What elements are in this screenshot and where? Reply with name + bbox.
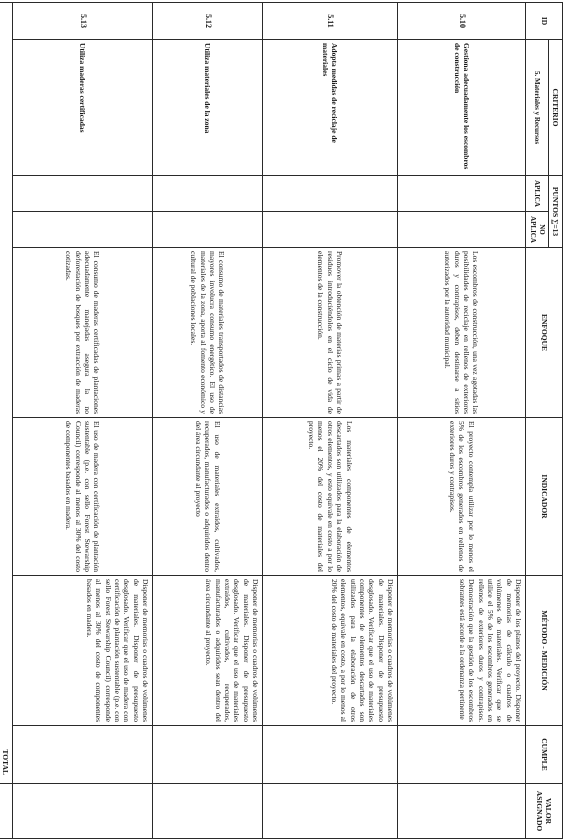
section-title: 5. Materiales y Recursos [526,40,549,176]
row-metodo: Disponer de memorias o cuadros de volúmenes de materiales. Disponer de presupuesto desglosado. Verificar que el uso de materiales extraídos, cultivados, recuperados, manufacturados o adquiridos sean dentro del área circundante al proyecto. [153,576,263,726]
cell-valor [263,784,398,839]
row-id: 5.10 [398,3,526,40]
row-metodo: Disponer de memorias o cuadros de volúmenes de materiales. Disponer de presupuesto desglosado. Verificar que el uso de materiales componentes de elementos descartados son utilizados para la elaboración de otros elementos, equivale en costo, a por lo menos al 20% del costo de materiales del proyecto. [263,576,398,726]
cell-cumple [398,726,526,784]
row-indicador: Los materiales componentes de elementos descartados son utilizados para la elaboración de otros elementos, y esto equivale en costo a por lo menos el 20% del costo de materiales del proyecto. [263,418,398,576]
row-criterio: Adopta medidas de reciclaje de materiales [263,40,398,176]
cell-aplica [398,176,526,212]
row-indicador: El uso de madera con certificación de plantación sustentable (p.e. con sello Forest Stewarship Council) corresponde al menos al 30% del costo de componentes basados en madera. [13,418,153,576]
header-metodo: MÉTODO - MEDICIÓN [526,576,563,726]
cell-no-aplica [263,212,398,248]
row-indicador: El proyecto contempla utilizar por lo menos el 5% de los escombros generados en rellenos de exteriores duros y contrapisos. [398,418,526,576]
row-criterio: Utiliza materiales de la zona [153,40,263,176]
row-id: 5.13 [13,3,153,40]
row-id: 5.11 [263,3,398,40]
cell-cumple [263,726,398,784]
row-metodo: Disponer de los planos del proyecto. Disponer de memorias de cálculo o cuadros de volúmenes de materiales. Verificar que se utilice el 5% de los escombros generados en rellenos de exteriores duros y contrapisos. Demostración que la gestión de los escombros sobrantes está acorde a la ordenanza pertinente [398,576,526,726]
row-criterio: Gestiona adecuadamente los escombros de construcción [398,40,526,176]
header-puntos: PUNTOS ∑=13 [548,176,562,248]
cell-no-aplica [153,212,263,248]
cell-aplica [153,176,263,212]
table-row [263,3,398,839]
total-label: TOTAL [0,3,13,784]
row-criterio: Utiliza maderas certificadas [13,40,153,176]
row-enfoque: El consumo de materiales transportados de distancias mayores involucra consumo energético. El uso de materiales de la zona, aporta al fomento económico y cultural de poblaciones locales. [153,248,263,418]
header-row [548,3,562,839]
table-row [13,3,153,839]
table-row [398,3,526,839]
header-criterio: CRITERIO [548,40,562,176]
cell-no-aplica [13,212,153,248]
header-cumple: CUMPLE [526,726,563,784]
cell-valor [153,784,263,839]
cell-valor [13,784,153,839]
row-enfoque: El consumo de maderas certificadas de plantaciones adecuadamente manejadas asegura la no deforestación de bosques por extracción de maderas cotizadas. [13,248,153,418]
row-enfoque: Los escombros de construcción, una vez agotadas las posibilidades de reciclaje en rellenos de exteriores duros y contrapisos, deben destinarse a sitios autorizados por la autoridad municipal. [398,248,526,418]
row-indicador: El uso de materiales extraídos, cultivados, recuperados, manufacturados o adquiridos dentro del área circundante al proyecto [153,418,263,576]
cell-aplica [13,176,153,212]
header-enfoque: ENFOQUE [526,248,563,418]
header-valor: VALOR ASIGNADO [526,784,563,839]
cell-cumple [153,726,263,784]
cell-valor [398,784,526,839]
evaluation-table [0,2,563,839]
row-metodo: Disponer de memorias o cuadros de volúmenes de materiales. Disponer de presupuesto desglosado. Verificar que el uso de madera con certificación de plantación sustentable (p.e. con sello Forest Stewarship Council) corresponde al menos al 30% del costo de componentes basados en madera. [13,576,153,726]
total-value [0,784,13,839]
table-row [153,3,263,839]
cell-aplica [263,176,398,212]
header-id: ID [526,3,563,40]
header-indicador: INDICADOR [526,418,563,576]
total-row [0,3,13,839]
header-aplica: APLICA [526,176,549,212]
header-no-aplica: NO APLICA [526,212,549,248]
cell-cumple [13,726,153,784]
row-enfoque: Promover la obtención de materias primas a partir de residuos introduciéndolos en el ciclo de vida de elementos de la construcción. [263,248,398,418]
cell-no-aplica [398,212,526,248]
row-id: 5.12 [153,3,263,40]
